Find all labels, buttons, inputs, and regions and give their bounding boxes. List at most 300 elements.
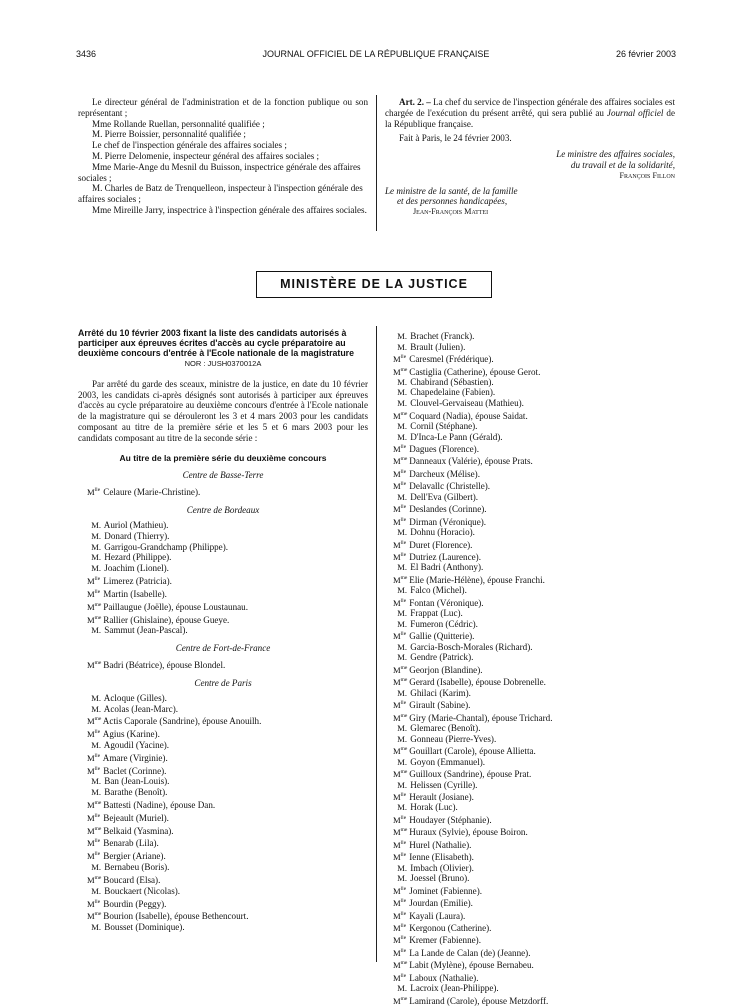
candidate-entry — [384, 365, 684, 377]
candidate-name: Brachet (Franck). — [410, 331, 475, 341]
journal-title: JOURNAL OFFICIEL DE LA RÉPUBLIQUE FRANÇAISE — [262, 49, 490, 59]
candidate-title: $M^{lle}$ — [393, 852, 407, 863]
candidate-title: $M^{lle}$ — [87, 487, 101, 498]
candidate-title: $M^{lle}$ — [393, 631, 407, 642]
candidate-name: Duret (Florence). — [409, 539, 473, 550]
candidate-title: M. — [397, 641, 407, 652]
candidate-entry — [384, 398, 684, 409]
journal-officiel-ref: Journal officiel — [606, 107, 664, 118]
candidate-title: M. — [91, 739, 101, 750]
article-2 — [385, 97, 675, 129]
candidate-title: M. — [397, 376, 407, 387]
candidate-name: Delavallc (Christelle). — [409, 481, 491, 492]
jury-member: Mme Mireille Jarry, inspectrice à l'inspection générale des affaires sociales. — [92, 204, 367, 215]
candidate-entry — [384, 933, 684, 945]
candidate-entry — [78, 862, 368, 873]
candidate-title: M. — [397, 723, 407, 734]
candidate-name: Frappat (Luc). — [410, 608, 463, 619]
candidate-name: Helissen (Cyrille). — [410, 779, 478, 790]
candidate-title: $M^{lle}$ — [393, 839, 407, 850]
candidate-list — [78, 693, 368, 933]
candidate-name: Actis Caporale (Sandrine), épouse Anouilh. — [102, 716, 262, 727]
paris-list-continued — [384, 331, 684, 1006]
candidate-name: Herault (Josiane). — [409, 791, 474, 802]
article-2-text-end: de la République française. — [385, 107, 676, 129]
candidate-title: $M^{lle}$ — [393, 972, 407, 983]
fait-a-paris: Fait à Paris, le 24 février 2003. — [399, 133, 512, 144]
candidate-name: Goyon (Emmanuel). — [410, 756, 486, 767]
candidate-name: Baclet (Corinne). — [103, 765, 167, 776]
article-2-label: Art. 2. – — [399, 97, 431, 107]
signature-1 — [385, 149, 675, 181]
candidate-title: M. — [91, 625, 101, 636]
candidate-name: Benarab (Lila). — [103, 838, 159, 849]
candidate-list — [78, 520, 368, 637]
candidate-title: M. — [91, 563, 101, 574]
candidate-title: $M^{lle}$ — [87, 588, 101, 599]
candidate-title: $M^{lle}$ — [393, 443, 407, 454]
candidate-name: Gendre (Patrick). — [410, 652, 474, 663]
candidate-title: $M^{me}$ — [393, 677, 408, 688]
arrete-body: Par arrêté du garde des sceaux, ministre de la justice, en date du 10 février 2003, les candidats ci-après désignés sont autorisés à participer aux épreuves d'accès au cycle préparatoire au deuxième concours d'entrée à l'Ecole nationale de la magistrature qui se dérouleront les 3 et 4 mars 2003 pour les candidats composant au titre de la première série et les 5 et 6 mars 2003 pour les candidats composant au titre de la seconde série : — [78, 378, 368, 443]
candidate-name: Dirman (Véronique). — [409, 516, 487, 527]
candidate-title: $M^{me}$ — [393, 366, 408, 377]
arrete-title: Arrêté du 10 février 2003 fixant la liste des candidats autorisés à participer aux épreuves écrites d'accès au cycle préparatoire au deuxième concours d'entrée à l'Ecole nationale de la magistrature — [78, 328, 355, 358]
candidate-title: M. — [397, 341, 407, 352]
candidate-title: $M^{lle}$ — [87, 812, 101, 823]
candidate-name: Acolas (Jean-Marc). — [103, 703, 179, 714]
candidate-title: $M^{lle}$ — [87, 752, 101, 763]
candidate-name: Garcia-Bosch-Morales (Richard). — [410, 641, 533, 652]
candidate-title: M. — [91, 519, 101, 530]
candidate-entry — [384, 825, 684, 837]
candidate-name: Hezard (Philippe). — [104, 552, 172, 563]
signature-2-role: Le ministre de la santé, de la famille — [385, 185, 518, 196]
candidate-title: $M^{lle}$ — [393, 516, 407, 527]
candidate-entry — [78, 485, 368, 498]
candidate-name: Chapedelaine (Fabien). — [410, 387, 496, 398]
candidate-entry — [384, 642, 684, 653]
candidate-name: Castiglia (Catherine), épouse Gerot. — [409, 366, 541, 377]
candidate-name: Boucard (Elsa). — [103, 874, 161, 885]
candidate-name: Clouvel-Gervaiseau (Mathieu). — [410, 398, 524, 408]
page-number: 3436 — [76, 49, 97, 59]
candidate-name: Rallier (Ghislaine), épouse Gueye. — [103, 614, 230, 625]
candidate-entry — [384, 757, 684, 768]
candidate-name: La Lande de Calan (de) (Jeanne). — [409, 947, 531, 958]
candidate-title: $M^{lle}$ — [87, 576, 101, 587]
candidate-entry — [384, 573, 684, 585]
candidate-entry — [78, 909, 368, 922]
candidate-name: Garrigou-Grandchamp (Philippe). — [104, 541, 229, 552]
candidate-name: Celaure (Marie-Christine). — [103, 487, 201, 498]
candidate-name: Houdayer (Stéphanie). — [409, 814, 492, 825]
candidate-title: M. — [397, 687, 407, 698]
candidate-title: M. — [397, 733, 407, 744]
candidate-name: Jominet (Fabienne). — [409, 885, 483, 896]
candidate-entry — [384, 538, 684, 550]
candidate-entry — [384, 946, 684, 958]
candidate-entry — [384, 675, 684, 687]
candidate-title: M. — [397, 420, 407, 431]
candidate-entry — [78, 531, 368, 542]
candidate-name: Paillaugue (Joëlle), épouse Loustaunau. — [103, 601, 248, 612]
candidate-name: Donard (Thierry). — [104, 530, 170, 541]
candidate-name: Bousset (Dominique). — [104, 922, 185, 933]
candidate-name: Acloque (Gilles). — [103, 692, 167, 703]
candidate-name: Darcheux (Mélise). — [409, 468, 480, 479]
article-2-text: La chef du service de l'inspection générale des affaires sociales est chargée de l'exécution du présent arrêté, qui sera publié au — [385, 97, 675, 118]
candidate-entry — [78, 714, 368, 727]
column-divider-top — [376, 95, 377, 231]
candidate-title: $M^{me}$ — [393, 664, 408, 675]
candidate-entry — [384, 711, 684, 723]
candidate-entry — [78, 625, 368, 636]
candidate-entry — [78, 563, 368, 574]
candidate-title: $M^{lle}$ — [393, 700, 407, 711]
candidate-name: Glemarec (Benoît). — [410, 723, 481, 734]
candidate-entry — [384, 629, 684, 641]
candidate-name: Barathe (Benoît). — [104, 787, 168, 798]
candidate-name: Lacroix (Jean-Philippe). — [410, 982, 499, 993]
candidate-entry — [384, 331, 684, 342]
centres-list — [78, 470, 368, 933]
candidate-name: Gerard (Isabelle), épouse Dobrenelle. — [409, 677, 546, 688]
candidate-title: $M^{me}$ — [393, 410, 408, 421]
candidate-name: Jourdan (Emilie). — [409, 898, 473, 908]
candidate-name: Girault (Sabine). — [409, 700, 471, 711]
candidate-title: $M^{lle}$ — [393, 597, 407, 608]
candidate-title: $M^{me}$ — [393, 574, 408, 585]
candidate-entry — [384, 873, 684, 884]
candidate-entry — [78, 727, 368, 740]
candidate-title: M. — [91, 885, 101, 896]
candidate-title: $M^{me}$ — [87, 825, 102, 836]
candidate-name: Coquard (Nadia), épouse Saidat. — [409, 410, 528, 421]
candidate-name: D'Inca-Le Pann (Gérald). — [410, 431, 503, 442]
candidate-entry — [384, 884, 684, 896]
candidate-name: Dutriez (Laurence). — [409, 551, 481, 562]
candidate-entry — [78, 574, 368, 587]
candidate-name: Bourdin (Peggy). — [103, 898, 167, 909]
candidate-entry — [384, 983, 684, 994]
candidate-title: M. — [397, 802, 407, 813]
candidate-title: M. — [397, 398, 407, 408]
candidate-title: $M^{lle}$ — [87, 851, 101, 862]
candidate-entry — [78, 824, 368, 837]
candidate-title: $M^{lle}$ — [393, 353, 407, 364]
candidate-entry — [78, 886, 368, 897]
candidate-title: M. — [397, 652, 407, 663]
candidate-title: $M^{lle}$ — [393, 885, 407, 896]
candidate-title: $M^{lle}$ — [393, 791, 407, 802]
candidate-entry — [78, 520, 368, 531]
candidate-name: Gallie (Quitterie). — [409, 631, 475, 642]
candidate-title: $M^{lle}$ — [393, 481, 407, 492]
jury-member: Mme Rollande Ruellan, personnalité qualifiée ; — [92, 118, 265, 129]
candidate-name: Bergier (Ariane). — [103, 851, 166, 862]
candidate-name: Auriol (Mathieu). — [103, 519, 169, 530]
candidate-title: M. — [397, 618, 407, 629]
candidate-entry — [384, 596, 684, 608]
candidate-name: Sammut (Jean-Pascal). — [104, 625, 188, 636]
candidate-name: Guilloux (Sandrine), épouse Prat. — [409, 768, 532, 779]
candidate-entry — [384, 744, 684, 756]
jury-intro: Le directeur général de l'administration et de la fonction publique ou son représentant ; — [78, 97, 368, 118]
candidate-title: $M^{me}$ — [393, 768, 408, 779]
centre-heading: Centre de Basse-Terre — [182, 470, 264, 481]
candidate-entry — [384, 442, 684, 454]
candidate-title: $M^{me}$ — [87, 614, 102, 625]
candidate-entry — [78, 849, 368, 862]
candidate-list — [78, 658, 368, 671]
candidate-name: Horak (Luc). — [410, 802, 458, 813]
issue-date: 26 février 2003 — [615, 49, 676, 59]
candidate-name: Amare (Virginie). — [102, 752, 168, 763]
candidate-title: $M^{me}$ — [87, 874, 102, 885]
candidate-entry — [78, 587, 368, 600]
candidate-title: M. — [397, 562, 407, 573]
candidate-title: M. — [397, 608, 407, 619]
candidate-entry — [384, 502, 684, 514]
candidate-title: $M^{me}$ — [393, 960, 408, 971]
candidate-entry — [384, 698, 684, 710]
candidate-entry — [78, 751, 368, 764]
candidate-entry — [384, 432, 684, 443]
candidate-title: $M^{me}$ — [87, 800, 102, 811]
jury-member: Mme Marie-Ange du Mesnil du Buisson, inspectrice générale des affaires sociales ; — [78, 161, 361, 183]
candidate-title: $M^{me}$ — [87, 716, 102, 727]
candidate-title: M. — [91, 541, 101, 552]
candidate-name: Fumeron (Cédric). — [410, 618, 478, 629]
candidate-entry — [384, 454, 684, 466]
candidate-name: Labit (Mylène), épouse Bernabeu. — [409, 960, 534, 971]
candidate-entry — [384, 652, 684, 663]
candidate-name: Bernabeu (Boris). — [104, 862, 170, 873]
candidate-entry — [78, 740, 368, 751]
candidate-title: $M^{me}$ — [393, 827, 408, 838]
candidate-title: M. — [397, 862, 407, 873]
candidate-entry — [78, 658, 368, 671]
candidate-entry — [78, 836, 368, 849]
top-left-column — [78, 97, 368, 216]
jury-member: M. Charles de Batz de Trenquelleon, inspecteur à l'inspection générale des affaires sociales ; — [78, 183, 363, 205]
candidate-title: M. — [397, 756, 407, 767]
candidate-title: M. — [397, 779, 407, 790]
candidate-entry — [384, 342, 684, 353]
candidate-name: Martin (Isabelle). — [103, 588, 167, 599]
candidate-title: M. — [91, 703, 101, 714]
candidate-title: $M^{lle}$ — [393, 922, 407, 933]
candidate-name: Falco (Michel). — [410, 585, 467, 596]
candidate-name: Elie (Marie-Hélène), épouse Franchi. — [409, 574, 545, 585]
candidate-title: $M^{me}$ — [393, 456, 408, 467]
candidate-entry — [384, 909, 684, 921]
candidate-entry — [384, 619, 684, 630]
candidate-title: M. — [91, 692, 101, 703]
candidate-name: Cornil (Stéphane). — [410, 420, 478, 431]
candidate-entry — [384, 723, 684, 734]
candidate-entry — [384, 515, 684, 527]
candidate-entry — [384, 527, 684, 538]
signature-1-name: François Fillon — [619, 170, 675, 180]
candidate-name: Joessel (Bruno). — [410, 873, 470, 884]
candidate-name: Bourion (Isabelle), épouse Bethencourt. — [103, 911, 249, 922]
page-header — [76, 49, 676, 63]
candidate-title: $M^{lle}$ — [393, 814, 407, 825]
candidate-entry — [384, 850, 684, 862]
candidate-entry — [384, 387, 684, 398]
candidate-title: M. — [397, 527, 407, 538]
candidate-name: Dohnu (Horacio). — [410, 527, 475, 538]
candidate-entry — [384, 896, 684, 908]
candidate-title: M. — [397, 331, 407, 341]
candidate-name: Gouillart (Carole), épouse Allietta. — [409, 746, 536, 757]
signature-2 — [385, 186, 675, 218]
jury-member: M. Pierre Boissier, personnalité qualifiée ; — [92, 129, 246, 140]
candidate-title: $M^{lle}$ — [393, 898, 407, 908]
candidate-title: M. — [397, 431, 407, 442]
centre-heading: Centre de Fort-de-France — [175, 643, 271, 654]
candidate-entry — [78, 922, 368, 933]
candidate-name: Imbach (Olivier). — [410, 862, 474, 873]
candidate-name: Ienne (Elisabeth). — [409, 852, 474, 863]
candidate-name: Deslandes (Corinne). — [409, 504, 487, 515]
candidate-entry — [384, 802, 684, 813]
candidate-title: M. — [91, 552, 101, 563]
candidate-title: $M^{lle}$ — [393, 551, 407, 562]
candidate-entry — [384, 790, 684, 802]
nor-reference: NOR : JUSH0370012A — [184, 359, 262, 368]
candidate-entry — [78, 897, 368, 910]
candidate-title: $M^{me}$ — [87, 601, 102, 612]
candidate-entry — [384, 838, 684, 850]
candidate-title: $M^{lle}$ — [87, 898, 101, 909]
candidate-entry — [384, 585, 684, 596]
candidate-entry — [384, 994, 684, 1006]
jury-member: Le chef de l'inspection générale des affaires sociales ; — [92, 140, 287, 151]
candidate-title: $M^{lle}$ — [87, 765, 101, 776]
candidate-list — [384, 331, 684, 1006]
jury-members-list — [78, 119, 368, 216]
jury-member: M. Pierre Delomenie, inspecteur général des affaires sociales ; — [92, 150, 320, 161]
candidate-name: Lamirand (Carole), épouse Metzdorff. — [409, 995, 549, 1006]
candidate-name: Huraux (Sylvie), épouse Boiron. — [409, 827, 528, 838]
candidate-name: El Badri (Anthony). — [410, 562, 484, 573]
candidate-entry — [384, 352, 684, 364]
candidate-name: Gonneau (Pierre-Yves). — [410, 733, 497, 744]
candidate-name: Agoudil (Yacine). — [103, 739, 170, 750]
candidate-name: Georjon (Blandine). — [409, 664, 483, 675]
candidate-name: Danneaux (Valérie), épouse Prats. — [409, 456, 533, 467]
candidate-name: Kayali (Laura). — [409, 910, 466, 921]
candidate-name: Bouckaert (Nicolas). — [104, 885, 181, 896]
candidate-entry — [78, 613, 368, 626]
candidate-name: Agius (Karine). — [102, 729, 160, 740]
candidate-entry — [78, 811, 368, 824]
arrete-column — [78, 328, 368, 933]
candidate-title: $M^{lle}$ — [393, 539, 407, 550]
candidate-title: $M^{lle}$ — [87, 838, 101, 849]
candidate-title: M. — [397, 873, 407, 884]
candidate-title: $M^{lle}$ — [393, 468, 407, 479]
centre-heading: Centre de Bordeaux — [186, 504, 260, 515]
candidate-entry — [78, 704, 368, 715]
candidate-list — [78, 485, 368, 498]
serie-heading: Au titre de la première série du deuxième concours — [119, 452, 327, 463]
candidate-title: $M^{lle}$ — [393, 910, 407, 921]
column-divider-bottom — [376, 326, 377, 962]
candidate-name: Limerez (Patricia). — [103, 576, 172, 587]
candidate-name: Ban (Jean-Louis). — [104, 776, 170, 787]
candidate-name: Caresmel (Frédérique). — [409, 353, 494, 364]
candidate-title: $M^{lle}$ — [87, 729, 101, 740]
candidate-title: $M^{me}$ — [87, 659, 102, 670]
candidate-title: M. — [91, 776, 101, 787]
candidate-title: $M^{me}$ — [393, 995, 408, 1006]
candidate-entry — [384, 971, 684, 983]
candidate-title: M. — [91, 862, 101, 873]
candidate-name: Brault (Julien). — [410, 341, 466, 352]
candidate-name: Joachim (Lionel). — [104, 563, 169, 574]
candidate-entry — [384, 608, 684, 619]
candidate-entry — [78, 600, 368, 613]
candidate-title: M. — [397, 982, 407, 993]
candidate-entry — [78, 873, 368, 886]
candidate-entry — [384, 958, 684, 970]
candidate-entry — [384, 813, 684, 825]
candidate-entry — [78, 787, 368, 798]
candidate-name: Badri (Béatrice), épouse Blondel. — [103, 659, 226, 670]
candidate-entry — [384, 550, 684, 562]
candidate-title: M. — [397, 491, 407, 502]
top-right-column — [385, 97, 675, 218]
candidate-entry — [384, 734, 684, 745]
candidate-title: $M^{lle}$ — [393, 504, 407, 515]
candidate-title: $M^{me}$ — [87, 911, 102, 922]
candidate-name: Kergonou (Catherine). — [409, 922, 492, 933]
candidate-entry — [384, 492, 684, 503]
candidate-title: M. — [91, 922, 101, 933]
candidate-name: Giry (Marie-Chantal), épouse Trichard. — [409, 712, 553, 723]
candidate-entry — [78, 764, 368, 777]
candidate-entry — [78, 542, 368, 553]
candidate-name: Hurel (Nathalie). — [409, 839, 472, 850]
candidate-entry — [78, 552, 368, 563]
ministry-banner: MINISTÈRE DE LA JUSTICE — [256, 271, 492, 298]
candidate-name: Dell'Eva (Gilbert). — [410, 491, 479, 502]
signature-2-role-2: et des personnes handicapées, — [397, 196, 508, 207]
candidate-entry — [78, 776, 368, 787]
candidate-entry — [384, 377, 684, 388]
candidate-entry — [384, 780, 684, 791]
signature-1-role-2: du travail et de la solidarité, — [570, 159, 675, 170]
candidate-entry — [384, 421, 684, 432]
candidate-name: Battesti (Nadine), épouse Dan. — [103, 800, 216, 811]
candidate-entry — [384, 688, 684, 699]
candidate-name: Laboux (Nathalie). — [409, 972, 479, 983]
candidate-title: M. — [91, 787, 101, 798]
candidate-entry — [384, 767, 684, 779]
candidate-name: Bejeault (Muriel). — [103, 812, 169, 823]
candidate-entry — [384, 479, 684, 491]
candidate-title: $M^{me}$ — [393, 712, 408, 723]
candidate-title: $M^{lle}$ — [393, 935, 407, 946]
candidate-entry — [78, 798, 368, 811]
signature-1-role: Le ministre des affaires sociales, — [556, 149, 675, 160]
candidate-entry — [384, 409, 684, 421]
candidate-name: Chabirand (Sébastien). — [410, 376, 494, 387]
